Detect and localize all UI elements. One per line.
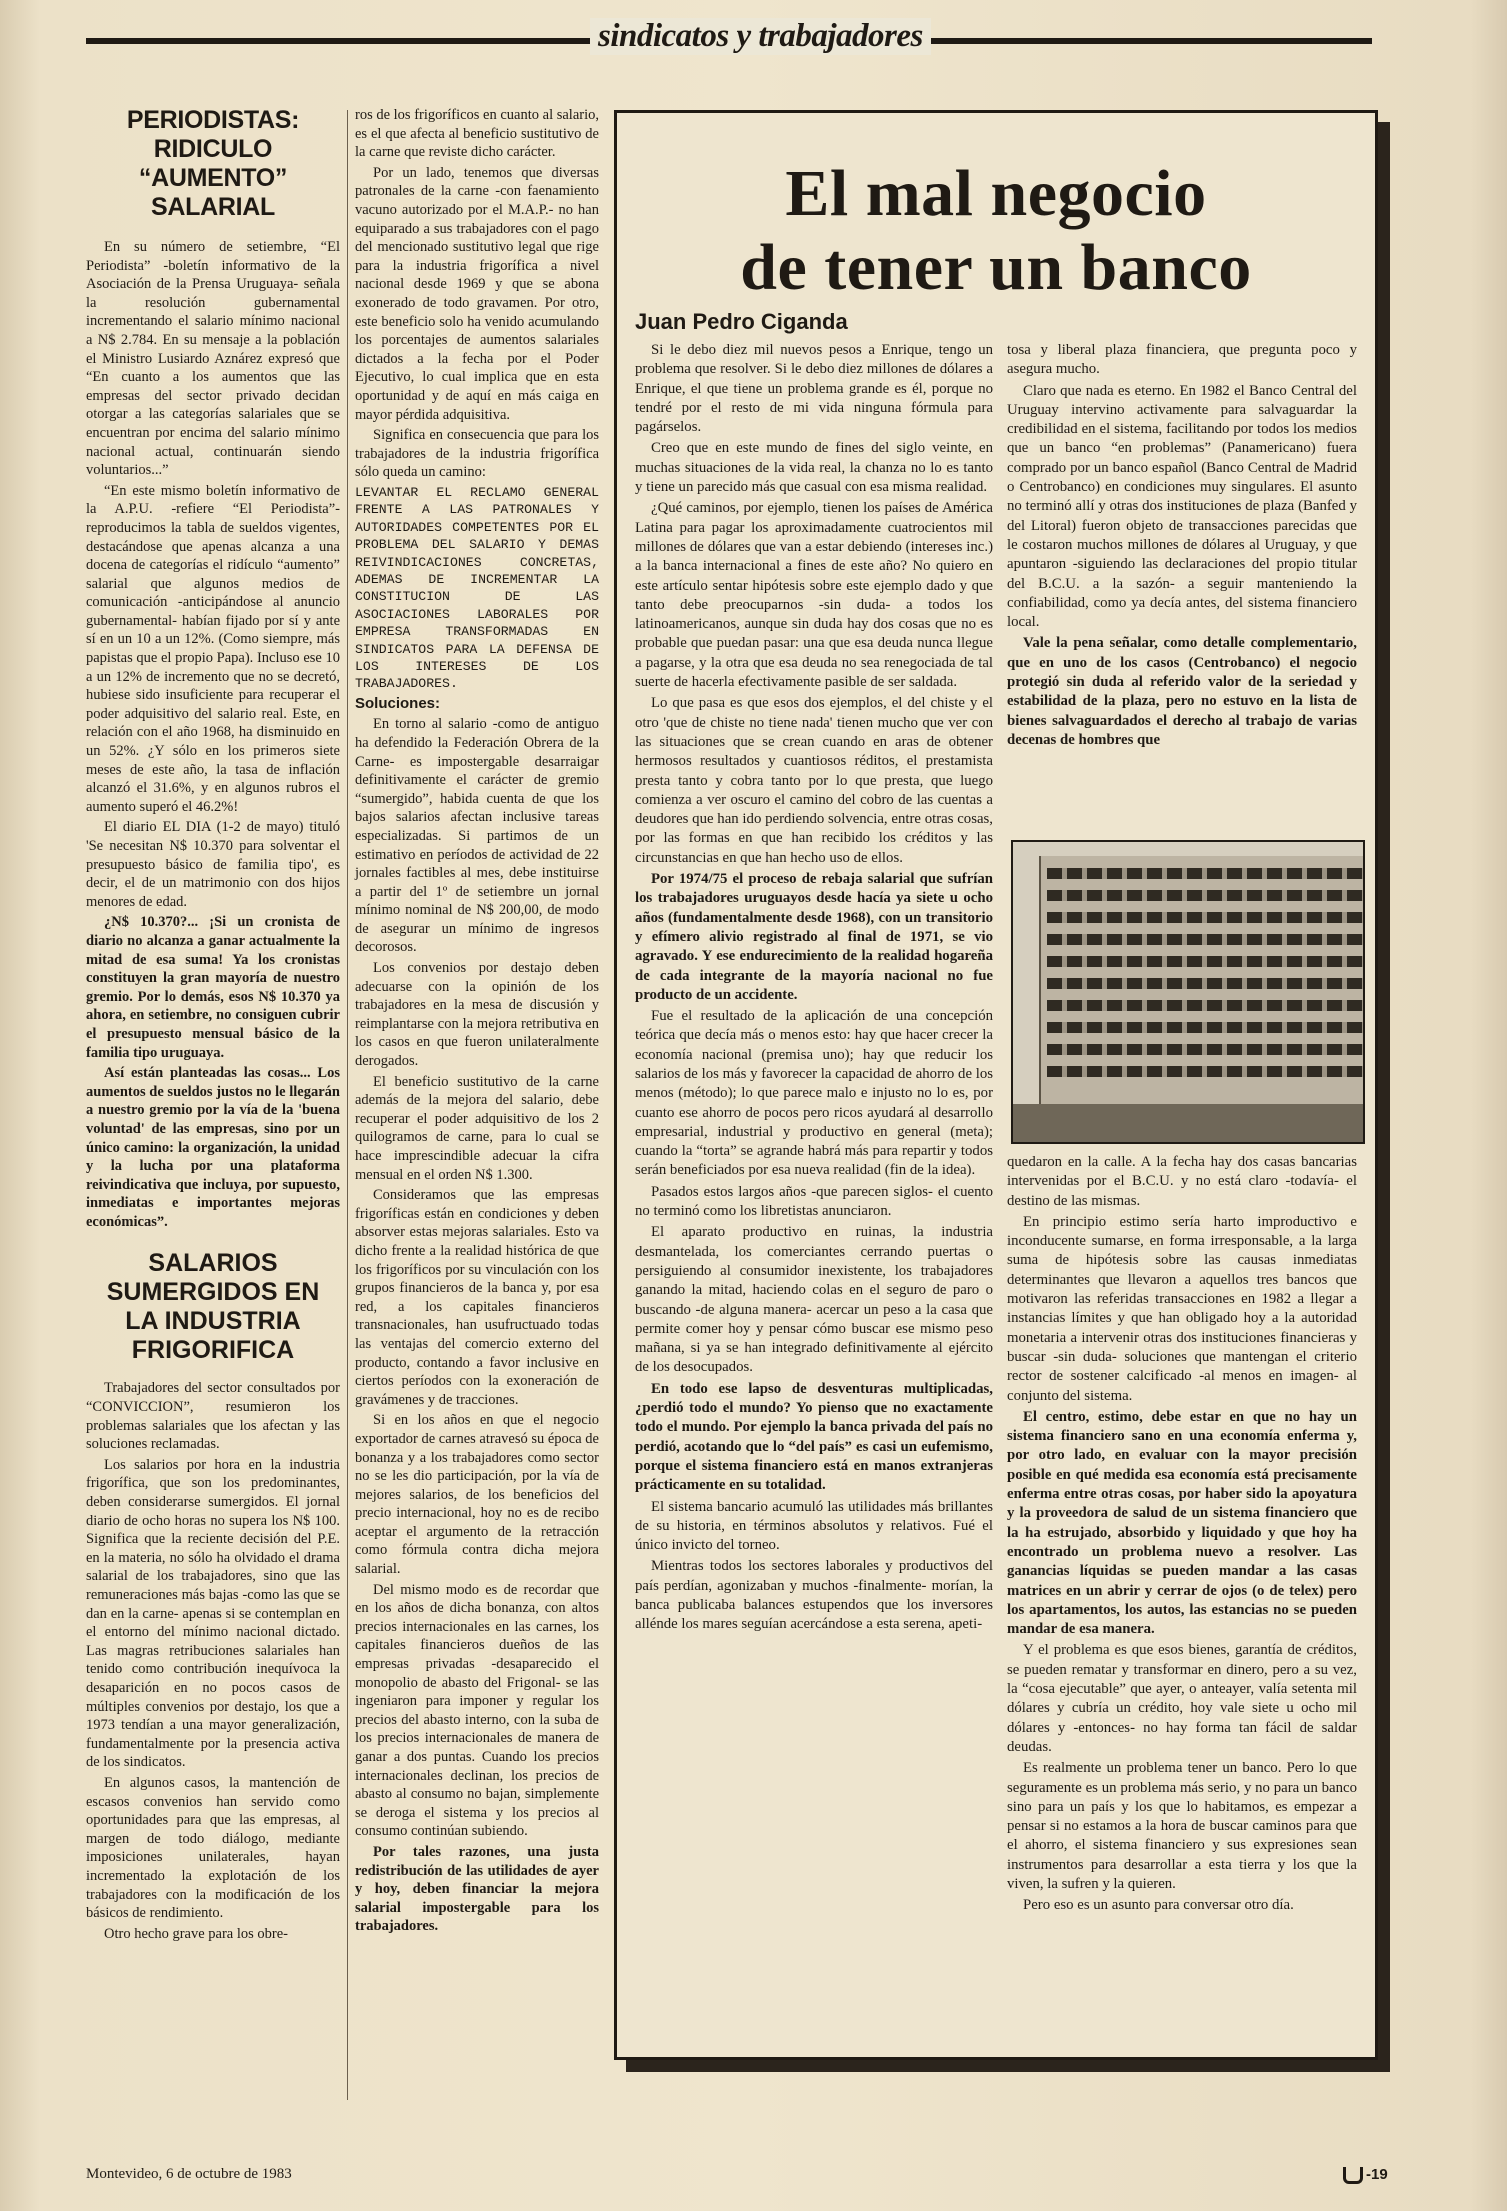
headline-line: SALARIAL bbox=[151, 193, 275, 221]
article-paragraph: Los salarios por hora en la industria frigorífica, que son los predominantes, deben considerarse sumergidos. El jornal diario de ocho horas no supera los N$ 100. Significa que la reciente decisión del P.E. en la materia, no sólo ha olvidado el drama salarial de los trabajadores, sino que las remuneraciones más bajas -como las que se dan en la carne- apenas si se contemplan en el entorno del mínimo nacional dictado. Las magras retribuciones salariales han tenido como contribución inequívoca la desaparición en no pocos casos de múltiples convenios por destajo, los que a 1973 tendían a una mayor generalización, fundamentalmente por la presencia activa de los sindicatos. bbox=[86, 1456, 340, 1771]
header-rule-right bbox=[880, 38, 1372, 44]
solutions-subhead: Soluciones: bbox=[355, 694, 441, 712]
page-number: -19 bbox=[1366, 2166, 1388, 2183]
article-paragraph: ¿N$ 10.370?... ¡Si un cronista de diario no alcanza a ganar actualmente la mitad de esa suma! Ya los cronistas constituyen la gran mayoría de nuestro gremio. Por lo demás, esos N$ 10.370 ya ahora, en setiembre, no consiguen cubrir el presupuesto mensual básico de la familia tipo uruguaya. bbox=[86, 914, 340, 1061]
article-paragraph: Por tales razones, una justa redistribución de las utilidades de ayer y hoy, deben financiar la mejora salarial impostergable para los trabajadores. bbox=[355, 1843, 599, 1935]
article-paragraph: “En este mismo boletín informativo de la A.P.U. -refiere “El Periodista”- reproducimos la tabla de sueldos vigentes, destacándose que apenas alcanza a una docena de categorías el ridículo “aumento” salarial que algunos medios de comunicación -anticipándose al anuncio gubernamental- habían fijado por sí y ante sí en un 10 a un 12%. (Como siempre, más papistas que el propio Papa). Incluso ese 10 a un 12% de incremento que no se decretó, hubiese sido insuficiente para recuperar el poder adquisitivo del salario real. Este, en relación con el año 1968, ha disminuido en un 52%. ¿Y sólo en los primeros siete meses de este año, la tasa de inflación alcanzó el 31.6%, y en algunos rubros el aumento superó el 46.2%! bbox=[86, 482, 340, 815]
header-rule-left bbox=[86, 38, 596, 44]
main-headline bbox=[617, 157, 1375, 305]
headline-line: PERIODISTAS: bbox=[126, 106, 300, 134]
article-paragraph: En todo ese lapso de desventuras multiplicadas, ¿perdió todo el mundo? Yo pienso que no exactamente todo el mundo. Por ejemplo la banca privada del país no perdió, acotando que lo “del país” es casi un eufemismo, porque el sistema financiero está en manos extranjeras prácticamente en su totalidad. bbox=[635, 1380, 993, 1494]
article-paragraph: El diario EL DIA (1-2 de mayo) tituló 'Se necesitan N$ 10.370 para solventar el presupuesto básico de familia tipo', es decir, el de un matrimonio con dos hijos menores de edad. bbox=[86, 819, 340, 910]
article-paragraph: El beneficio sustitutivo de la carne además de la mejora del salario, debe recuperar el poder adquisitivo de los 2 quilogramos de carne, para lo cual se hace imprescindible adecuar la cifra mensual en el orden N$ 1.300. bbox=[355, 1073, 599, 1183]
article-paragraph: Del mismo modo es de recordar que en los años de dicha bonanza, con altos precios internacionales en las carnes, los capitales financieros dueños de las empresas privadas -desaparecido el monopolio de abasto del Frigonal- se las ingeniaron para imponer y regular los precios del abasto interno, con la suba de los precios internacionales de manera de ganar a dos puntas. Cuando los precios internacionales declinan, los precios de abasto al consumo no bajan, simplemente se deroga el sistema y los precios al consumo continúan subiendo. bbox=[355, 1581, 599, 1840]
column-divider bbox=[347, 110, 348, 2100]
headline-line: FRIGORIFICA bbox=[131, 1336, 295, 1365]
article-paragraph: En principio estimo sería harto improductivo e inconducente sumarse, en forma irresponsable, a la larga suma de hipótesis sobre las causas inmediatas determinantes que llevaron a aquellos tres bancos que motivaron las referidas transacciones en 1982 a llegar a instancias límites y que han obligado hoy a la autoridad monetaria a intervenir otras dos instituciones financieras y buscar -sin duda- soluciones que mantengan el criterio rector de sostener calcificado -al menos en imagen- al conjunto del sistema. bbox=[1007, 1213, 1357, 1404]
headline-line: SUMERGIDOS EN bbox=[106, 1278, 320, 1307]
article-paragraph: Lo que pasa es que esos dos ejemplos, el del chiste y el otro 'que de chiste no tiene nada' tienen mucho que ver con las situaciones que se crean cuando en aras de obtener hermosos resultados y cuantiosos réditos, el prestamista presta tanto y cobra tanto por lo que presta, que luego comienza a ver oscuro el camino del cobro de las cuentas a deudores que han ido perdiendo solvencia, entre otras cosas, por las formas en que han recibido los créditos y las circunstancias en que han hecho uso de ellos. bbox=[635, 695, 993, 866]
article-paragraph: Vale la pena señalar, como detalle complementario, que en uno de los casos (Centrobanco) el negocio protegió sin duda al referido valor de la seriedad y estabilidad de la plaza, pero no estuvo en la lista de bienes salvaguardados el derecho al trabajo de varias decenas de hombres que bbox=[1007, 635, 1357, 748]
article-paragraph: Los convenios por destajo deben adecuarse con la opinión de los trabajadores en la mesa de discusión y reimplantarse con la mejora retributiva en los casos en que fueron unilateralmente derogados. bbox=[355, 960, 599, 1070]
bank-building-photo bbox=[1011, 840, 1365, 1144]
headline-line: LA INDUSTRIA bbox=[125, 1307, 301, 1336]
article-paragraph: Por 1974/75 el proceso de rebaja salarial que sufrían los trabajadores uruguayos desde hacía ya siete u ocho años (fundamentalmente desde 1968), con un transitorio y efímero alivio registrado al final de 1971, se vio agravado. Y ese endurecimiento de la realidad hogareña de cada integrante de la mayoría nacional no fue producto de un accidente. bbox=[635, 871, 993, 1003]
article-paragraph: ¿Qué caminos, por ejemplo, tienen los países de América Latina para pagar los aproximadamente cuatrocientos mil millones de dólares que van a estar debiendo (intereses inc.) a la banca internacional a fines de este año? No quiero en este artículo sentar hipótesis sobre este ejemplo dado y que tanto debe preocuparnos -sin duda- a todos los latinoamericanos, aunque sin duda hay dos cosas que no es probable que puedan pasar: una que esa deuda nunca llegue a pagarse, y la otra que esa deuda no sea renegociada de tal suerte de hacerla efectivamente pasible de ser saldada. bbox=[635, 500, 993, 691]
publication-logo-icon bbox=[1343, 2167, 1363, 2184]
headline-line: El mal negocio bbox=[785, 157, 1207, 230]
issue-date: Montevideo, 6 de octubre de 1983 bbox=[86, 2166, 292, 2182]
headline-line: SALARIOS bbox=[148, 1249, 278, 1278]
article-paragraph: El centro, estimo, debe estar en que no hay un sistema financiero sano en una economía enferma y, por otro lado, en evaluar con la mayor precisión posible en qué medida esa economía está precisamente enferma entre otras cosas, por haber sido la apoyatura y la proveedora de salud de un sistema financiero que la ha estrujado, absorbido y liquidado y que hoy ha encontrado un problema nuevo a resolver. Las ganancias líquidas se pueden mandar a las casas matrices en un abrir y cerrar de ojos (o de telex) pero los apartamentos, los autos, las estancias no se pueden mandar de esa manera. bbox=[1007, 1408, 1357, 1638]
frigorifica-headline bbox=[86, 1249, 340, 1365]
article-paragraph: Creo que en este mundo de fines del siglo veinte, en muchas situaciones de la vida real, la chanza no lo es tanto y tiene un parecido más que casual con esa misma realidad. bbox=[635, 440, 993, 496]
building-facade bbox=[1039, 856, 1363, 1106]
periodistas-headline bbox=[86, 106, 340, 222]
article-paragraph: Otro hecho grave para los obre- bbox=[104, 1925, 288, 1942]
main-article-column-2 bbox=[1007, 341, 1357, 752]
article-paragraph: Fue el resultado de la aplicación de una concepción teórica que decía más o menos esto: hay que hacer crecer la economía nacional (premisa uno); hay que reducir los salarios de los más y favorecer la capacidad de ahorro de los menos (método); lo que parece malo e injusto no lo es, por cuanto ese ahorro de pocos pero ricos ayudará al desarrollo empresarial, industrial y productivo en general (meta); cuando la “torta” se agrande habrá más para repartir y todos serán beneficiados por esa nueva realidad (fin de la idea). bbox=[635, 1008, 993, 1179]
article-paragraph: Si en los años en que el negocio exportador de carnes atravesó su época de bonanza y a los trabajadores como sector no se les dio participación, por la vía de mejores salarios, de los beneficios del precio internacional, hoy no es de recibo aceptar el argumento de la retracción como fórmula contra dicha mejora salarial. bbox=[355, 1412, 599, 1578]
article-paragraph: Significa en consecuencia que para los trabajadores de la industria frigorífica sólo queda un camino: bbox=[355, 427, 599, 481]
article-paragraph: Si le debo diez mil nuevos pesos a Enrique, tengo un problema que resolver. Si le debo diez millones de dólares a Enrique, el que tiene un problema grande es él, porque no tendré por el resto de mi vida ninguna fórmula para pagárselos. bbox=[635, 342, 993, 436]
middle-column bbox=[355, 106, 599, 1938]
page-folio bbox=[1343, 2166, 1388, 2184]
headline-line: RIDICULO bbox=[153, 135, 273, 163]
article-paragraph: Trabajadores del sector consultados por “CONVICCION”, resumieron los problemas salariales que los afectan y las soluciones reclamadas. bbox=[86, 1380, 340, 1453]
article-paragraph: Es realmente un problema tener un banco. Pero lo que seguramente es un problema más serio, y no para un banco sino para un país y los que lo habitamos, es empezar a pensar si no estamos a la hora de buscar caminos para que el ahorro, el sistema financiero y sus expresiones sean instrumentos para desarrollar a esta tierra y los que la viven, la sufren y la quieren. bbox=[1007, 1760, 1357, 1892]
article-paragraph: Consideramos que las empresas frigoríficas están en condiciones y deben absorver estas mejoras salariales. Esto va dicho frente a la realidad histórica de que los frigoríficos por su vinculación con los grupos financieros de la banca y, por esa red, a los capitales financieros transnacionales, han usufructuado todas las ventajas del comercio externo del producto, contando a favor inclusive en ciertos períodos con la exoneración de gravámenes y de tracciones. bbox=[355, 1187, 599, 1408]
demand-block: LEVANTAR EL RECLAMO GENERAL FRENTE A LAS PATRONALES Y AUTORIDADES COMPETENTES POR EL PROBLEMA DEL SALARIO Y DEMAS REIVINDICACIONES CONCRETAS, ADEMAS DE INCREMENTAR LA CONSTITUCION DE LAS ASOCIACIONES LABORALES POR EMPRESA TRANSFORMADAS EN SINDICATOS PARA LA DEFENSA DE LOS INTERESES DE LOS TRABAJADORES. bbox=[355, 484, 599, 692]
main-article-column-1 bbox=[635, 341, 993, 1637]
article-paragraph: En su número de setiembre, “El Periodista” -boletín informativo de la Asociación de la Prensa Uruguaya- señala la resolución gubernamental incrementando el salario mínimo nacional a N$ 2.784. En su mensaje a la población el Ministro Lusiardo Aznárez expresó que “En cuanto a los aumentos que las empresas del sector privado decidan otorgar a las categorías salariales que se encuentran por encima del salario mínimo nacional actual, continuarán siendo voluntarios...” bbox=[86, 239, 340, 479]
article-paragraph: Mientras todos los sectores laborales y productivos del país perdían, agonizaban y muchos -finalmente- morían, la banca publicaba balances estupendos que los inversores allénde los mares seguían acercándose a esta serena, apeti- bbox=[635, 1558, 993, 1633]
byline: Juan Pedro Ciganda bbox=[635, 309, 848, 334]
article-paragraph: Pero eso es un asunto para conversar otro día. bbox=[1023, 1897, 1294, 1914]
street bbox=[1013, 1104, 1363, 1144]
article-paragraph: Así están planteadas las cosas... Los aumentos de sueldos justos no le llegarán a nuestro gremio por la vía de la 'buena voluntad' de las empresas, sino por un único camino: la organización, la unidad y la lucha por una plataforma reivindicativa que incluya, por supuesto, inmediatas e importantes mejoras económicas”. bbox=[86, 1065, 340, 1230]
article-paragraph: Por un lado, tenemos que diversas patronales de la carne -con faenamiento vacuno autorizado por el M.A.P.- no han equiparado a sus trabajadores con el pago del mencionado sustitutivo legal que rige para la industria frigorífica a nivel nacional desde 1969 y que se abona exonerado de todo gravamen. Por otro, este beneficio solo ha venido acumulando los porcentajes de aumentos salariales dictados a la fecha por el Poder Ejecutivo, lo cual implica que en esta oportunidad y de aquí en más caiga en mayor pérdida adquisitiva. bbox=[355, 164, 599, 423]
headline-line: “AUMENTO” bbox=[138, 164, 288, 192]
article-paragraph: quedaron en la calle. A la fecha hay dos casas bancarias intervenidas por el B.C.U. y no está claro -todavía- el destino de las mismas. bbox=[1007, 1154, 1357, 1209]
main-article-column-2-continued bbox=[1007, 1153, 1357, 1918]
headline-line: de tener un banco bbox=[740, 231, 1252, 304]
article-paragraph: El aparato productivo en ruinas, la industria desmantelada, los comerciantes cerrando puertas o persiguiendo al consumidor inexistente, los trabajadores ganando la mitad, haciendo colas en el seguro de paro o buscando -de alguna manera- acercar un peso a la casa que permite comer hoy y pensar cómo buscar ese mismo peso mañana, si ya se han integrado definitivamente al ejército de los desocupados. bbox=[635, 1224, 993, 1376]
article-paragraph: ros de los frigoríficos en cuanto al salario, es el que afecta al beneficio sustitutivo de la carne que reviste dicho carácter. bbox=[355, 107, 600, 161]
left-column bbox=[86, 106, 340, 1945]
article-paragraph: Y el problema es que esos bienes, garantía de créditos, se pueden rematar y transformar en dinero, pero a su vez, la “cosa ejecutable” que ayer, o anteayer, valía setenta mil dólares y cubría un crédito, hoy vale siete u ocho mil dólares y -entonces- no hay forma tan fácil de saldar deudas. bbox=[1007, 1642, 1357, 1755]
article-paragraph: Claro que nada es eterno. En 1982 el Banco Central del Uruguay intervino activamente para salvaguardar la credibilidad en el sistema, facilitando por todos los medios que un banco “en problemas” (Panamericano) fuera comprado por un banco español (Banco Central de Madrid o Centrobanco) en condiciones muy singulares. El asunto no terminó allí y otras dos instituciones de plaza (Banfed y del Litoral) fueron objeto de transacciones parecidas que le costaron muchos millones de dólares al Uruguay, y que apuntaron -siguiendo las declaraciones del propio titular del B.C.U. a la sazón- a seguir manteniendo la confiabilidad, como ya decía antes, del sistema financiero local. bbox=[1007, 382, 1357, 631]
article-paragraph: En algunos casos, la mantención de escasos convenios han servido como oportunidades para que las empresas, al margen de todo diálogo, mediante imposiciones unilaterales, hayan incrementado la explotación de los trabajadores con la modificación de los básicos de rendimiento. bbox=[86, 1774, 340, 1922]
main-article-box bbox=[614, 110, 1378, 2060]
section-header: sindicatos y trabajadores bbox=[590, 18, 931, 55]
article-paragraph: En torno al salario -como de antiguo ha defendido la Federación Obrera de la Carne- es impostergable desarraigar definitivamente el carácter de gremio “sumergido”, habida cuenta de que los bajos salarios afectan inclusive tareas especializadas. Si partimos de un estimativo en períodos de actividad de 22 jornales factibles al mes, debe instituirse a partir del 1º de setiembre un jornal mínimo nominal de N$ 200,00, de modo de asegurar un mínimo de ingresos decorosos. bbox=[355, 716, 599, 956]
article-paragraph: Pasados estos largos años -que parecen siglos- el cuento no terminó como los libretistas anunciaron. bbox=[635, 1183, 993, 1220]
article-paragraph: El sistema bancario acumuló las utilidades más brillantes de su historia, en términos absolutos y relativos. Fué el único invicto del torneo. bbox=[635, 1498, 993, 1554]
article-paragraph: tosa y liberal plaza financiera, que pregunta poco y asegura mucho. bbox=[1007, 342, 1357, 378]
